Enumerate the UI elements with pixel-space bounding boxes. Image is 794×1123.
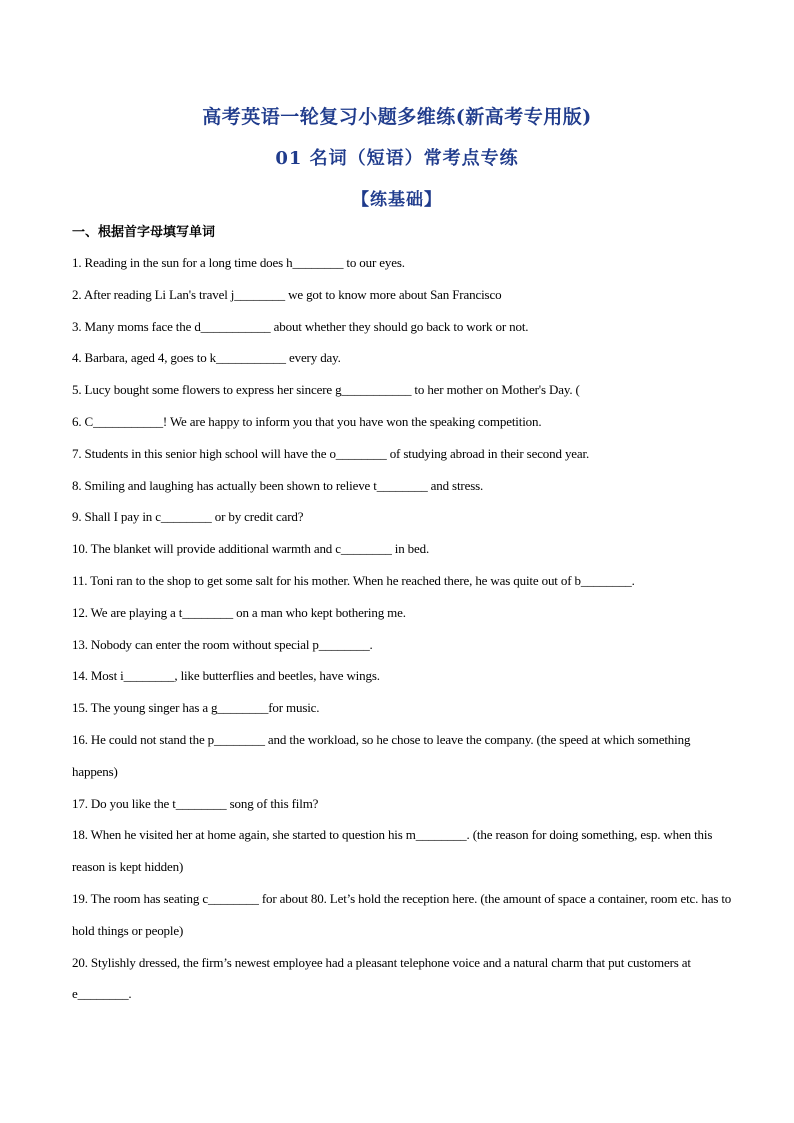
question-12: 12. We are playing a t________ on a man who kept bothering me. [72, 604, 406, 620]
question-13: 13. Nobody can enter the room without special p________. [72, 636, 373, 652]
question-10: 10. The blanket will provide additional warmth and c________ in bed. [72, 541, 430, 557]
question-16: 16. He could not stand the p________ and the workload, so he chose to leave the company. (the speed at which something happens) [72, 731, 691, 779]
question-15: 15. The young singer has a g________for music. [72, 700, 320, 716]
question-17: 17. Do you like the t________ song of this film? [72, 795, 319, 811]
question-20: 20. Stylishly dressed, the firm’s newest employee had a pleasant telephone voice and a natural charm that put customers at e________. [72, 954, 691, 1002]
question-19: 19. The room has seating c________ for about 80. Let’s hold the reception here. (the amount of space a container, room etc. has to hold things or people) [72, 890, 732, 938]
question-7: 7. Students in this senior high school will have the o________ of studying abroad in their second year. [72, 445, 590, 461]
question-3: 3. Many moms face the d___________ about whether they should go back to work or not. [72, 318, 529, 334]
question-11: 11. Toni ran to the shop to get some salt for his mother. When he reached there, he was quite out of b________. [72, 572, 635, 588]
section-title: 【练基础】 [352, 190, 442, 210]
question-9: 9. Shall I pay in c________ or by credit card? [72, 509, 304, 525]
sub-title: 01 名词（短语）常考点专练 [275, 148, 519, 169]
question-18: 18. When he visited her at home again, she started to question his m________. (the reason for doing something, esp. when this reason is kept hidden) [72, 827, 713, 875]
question-14: 14. Most i________, like butterflies and beetles, have wings. [72, 668, 380, 684]
question-list [72, 247, 732, 1010]
question-2: 2. After reading Li Lan's travel j________ we got to know more about San Francisco [72, 286, 502, 302]
question-4: 4. Barbara, aged 4, goes to k___________ every day. [72, 350, 341, 366]
question-1: 1. Reading in the sun for a long time does h________ to our eyes. [72, 255, 405, 270]
part-one-heading: 一、根据首字母填写单词 [72, 225, 216, 240]
question-5: 5. Lucy bought some flowers to express her sincere g___________ to her mother on Mother's Day. ( [72, 382, 580, 398]
question-6: 6. C___________! We are happy to inform you that you have won the speaking competition. [72, 413, 542, 429]
main-title: 高考英语一轮复习小题多维练(新高考专用版) [202, 106, 592, 128]
question-8: 8. Smiling and laughing has actually been shown to relieve t________ and stress. [72, 477, 484, 493]
